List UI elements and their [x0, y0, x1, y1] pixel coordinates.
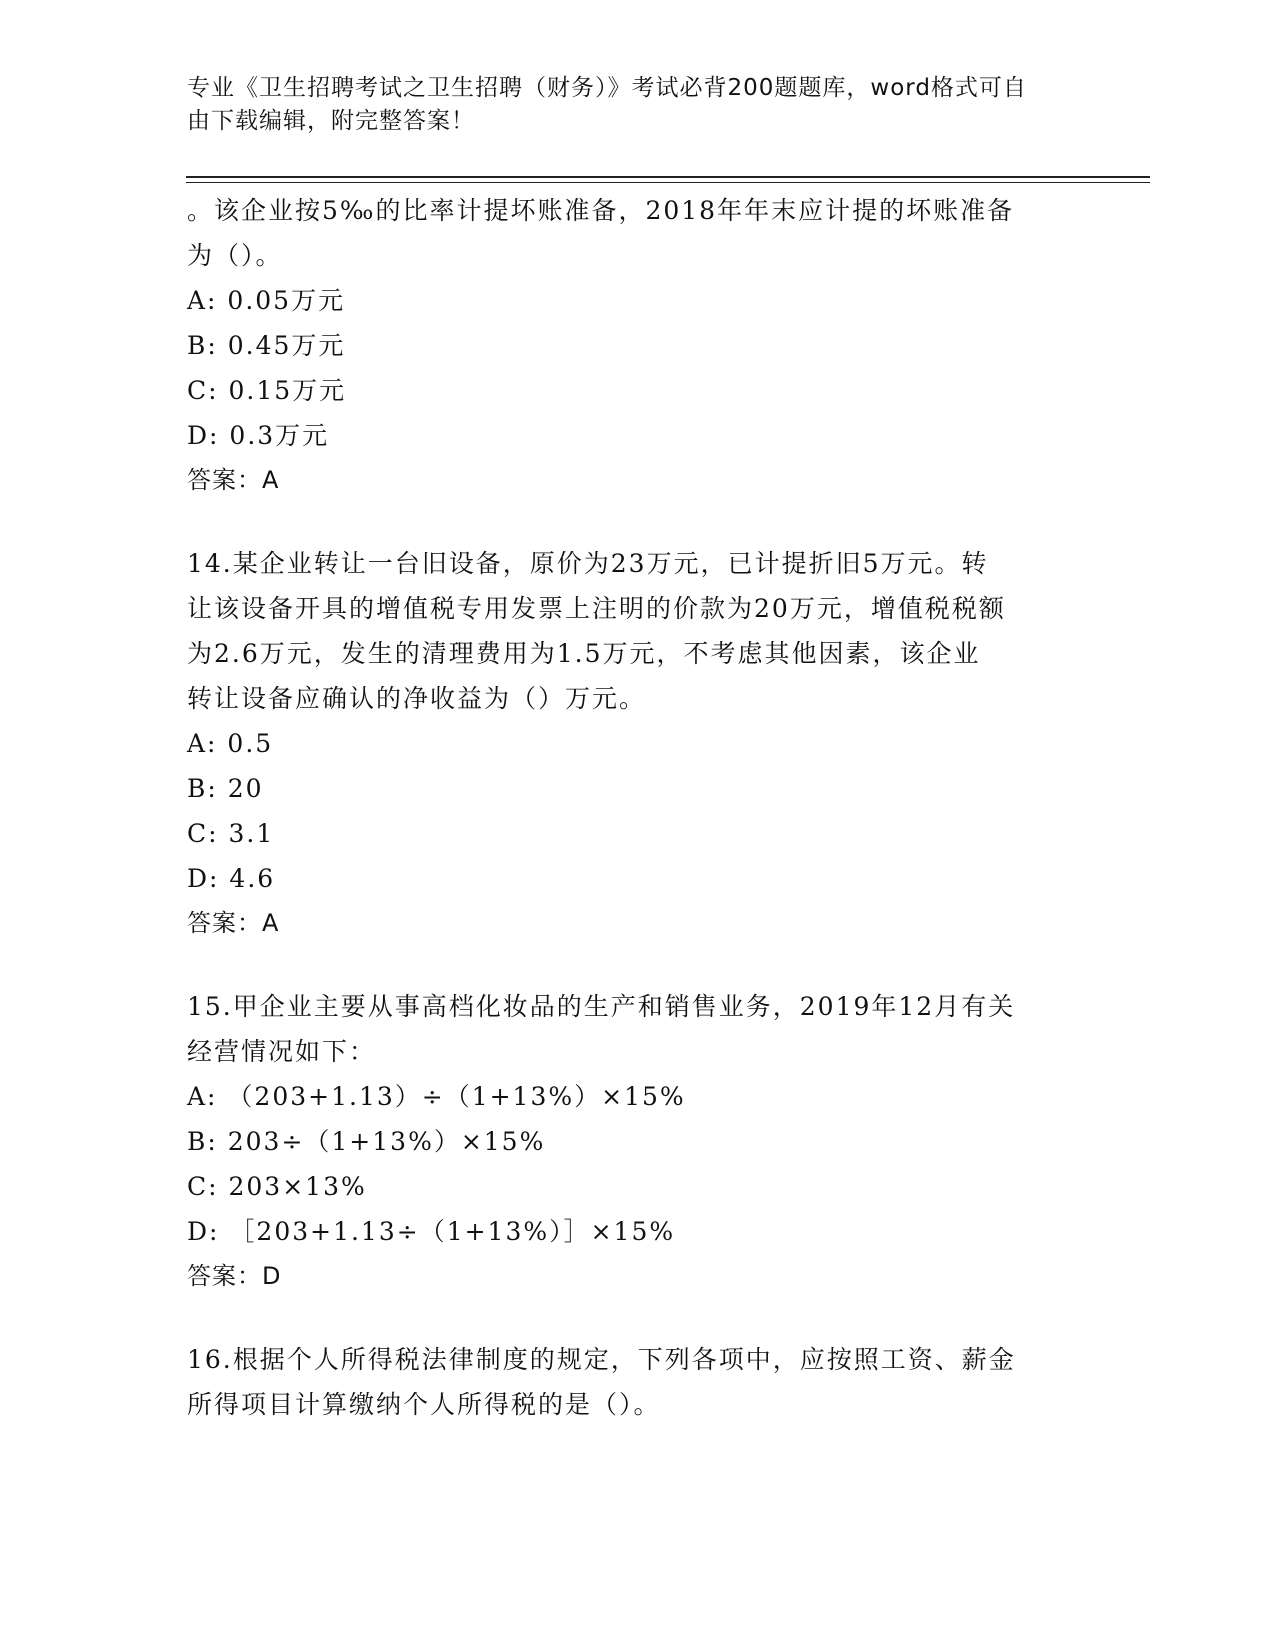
document-header: 专业《卫生招聘考试之卫生招聘（财务）》考试必背200题题库，word格式可自 由下载编辑，附完整答案！ [187, 75, 1027, 134]
answer: 答案：A [187, 466, 280, 494]
question-14 [187, 541, 1087, 946]
option-d: D: 4.6 [187, 864, 276, 893]
question-stem: 16.根据个人所得税法律制度的规定，下列各项中，应按照工资、薪金 所得项目计算缴纳个人所得税的是（）。 [187, 1345, 1016, 1419]
question-16 [187, 1337, 1087, 1427]
option-a: A: 0.05万元 [187, 286, 346, 315]
question-list [187, 188, 1087, 1465]
question-stem: 。该企业按5‰的比率计提坏账准备，2018年年末应计提的坏账准备 为（）。 [187, 196, 1015, 270]
option-b: B: 203÷（1+13%）×15% [187, 1127, 546, 1156]
option-c: C: 3.1 [187, 819, 275, 848]
question-13 [187, 188, 1087, 503]
question-15 [187, 984, 1087, 1299]
option-a: A: （203+1.13）÷（1+13%）×15% [187, 1082, 686, 1111]
option-d: D: 0.3万元 [187, 421, 330, 450]
question-stem: 14.某企业转让一台旧设备，原价为23万元，已计提折旧5万元。转 让该设备开具的增值税专用发票上注明的价款为20万元，增值税税额 为2.6万元，发生的清理费用为1.5万元，不考虑其他因素，该企业 转让设备应确认的净收益为（）万元。 [187, 549, 1006, 713]
header-divider-thick [186, 176, 1150, 178]
answer: 答案：D [187, 1262, 282, 1290]
option-d: D: ［203+1.13÷（1+13%）］×15% [187, 1217, 676, 1246]
header-divider-thin [186, 182, 1150, 183]
answer: 答案：A [187, 909, 280, 937]
option-b: B: 0.45万元 [187, 331, 346, 360]
option-c: C: 0.15万元 [187, 376, 347, 405]
question-stem: 15.甲企业主要从事高档化妆品的生产和销售业务，2019年12月有关 经营情况如下： [187, 992, 1016, 1066]
option-a: A: 0.5 [187, 729, 274, 758]
option-b: B: 20 [187, 774, 264, 803]
option-c: C: 203×13% [187, 1172, 367, 1201]
